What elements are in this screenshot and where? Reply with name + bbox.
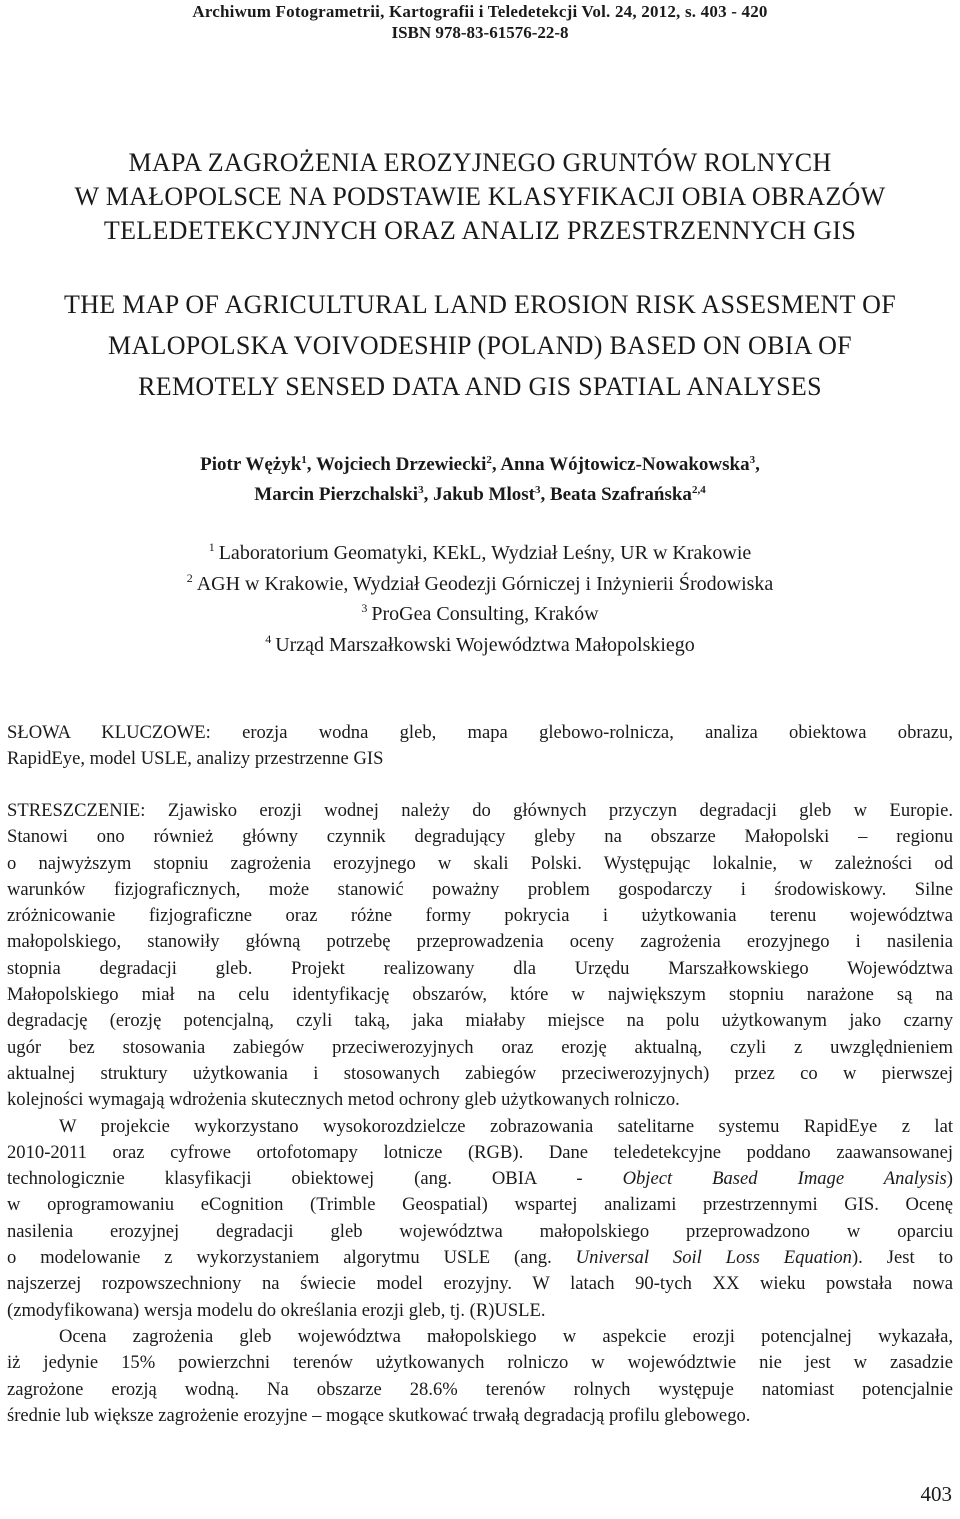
keywords-label: SŁOWA KLUCZOWE: xyxy=(7,722,211,743)
italic-term: Universal Soil Loss Equation xyxy=(575,1247,852,1269)
author-name: Anna Wójtowicz-Nowakowska xyxy=(500,454,750,475)
author-name: Piotr Wężyk xyxy=(200,454,302,475)
italic-term: Object Based Image Analysis xyxy=(622,1168,947,1190)
author-affiliation-ref: 3 xyxy=(534,484,541,496)
abstract-line: 2010-2011 oraz cyfrowe ortofotomapy lotnicze (RGB). Dane teledetekcyjne poddano zaawansowanej xyxy=(7,1141,953,1163)
affiliation-list xyxy=(0,538,960,660)
abstract-line: Stanowi ono również główny czynnik degradujący gleby na obszarze Małopolski – regionu xyxy=(7,826,953,848)
abstract-section xyxy=(7,798,953,1429)
abstract-line: o najwyższym stopniu zagrożenia erozyjnego w skali Polski. Występując lokalnie, w zależności od xyxy=(7,852,953,874)
title-en-line: THE MAP OF AGRICULTURAL LAND EROSION RISK ASSESMENT OF xyxy=(64,290,896,319)
abstract-line: (zmodyfikowana) wersja modelu do określania erozji gleb, tj. (R)USLE. xyxy=(7,1299,546,1321)
abstract-line: aktualnej struktury użytkowania i stosowanych zabiegów przeciwerozyjnych) przez co w pierwszej xyxy=(7,1062,953,1084)
author-affiliation-ref: 1 xyxy=(301,454,307,466)
affiliation-text: Urząd Marszałkowski Województwa Małopolskiego xyxy=(275,633,695,656)
abstract-line: Ocena zagrożenia gleb województwa małopolskiego w aspekcie erozji potencjalnej wykazała, xyxy=(59,1325,953,1347)
author-affiliation-ref: 3 xyxy=(749,454,756,466)
author-name: Beata Szafrańska xyxy=(549,484,692,505)
abstract-line: technologicznie klasyfikacji obiektowej (ang. OBIA - Object Based Image Analysis) xyxy=(7,1168,953,1190)
affiliation-text: AGH w Krakowie, Wydział Geodezji Górniczej i Inżynierii Środowiska xyxy=(196,572,774,595)
author-name: Wojciech Drzewiecki xyxy=(315,454,487,475)
author-name: Jakub Mlost xyxy=(433,484,535,505)
title-en-line: REMOTELY SENSED DATA AND GIS SPATIAL ANALYSES xyxy=(138,372,822,401)
affiliation-number: 2 xyxy=(186,570,193,585)
author-affiliation-ref: 3 xyxy=(418,484,424,496)
affiliation xyxy=(0,538,960,569)
author-list: Piotr Wężyk$^1$, Wojciech Drzewiecki$^2$, Anna Wójtowicz-Nowakowska$^3$, Marcin Pierzchalski$^3$, Jakub Mlost$^3$, Beata Szafrańska$^{2,4}$ xyxy=(200,454,760,505)
author-affiliation-ref: 2 xyxy=(486,454,492,466)
keywords-text: RapidEye, model USLE, analizy przestrzenne GIS xyxy=(7,748,384,770)
title-pl-line: MAPA ZAGROŻENIA EROZYJNEGO GRUNTÓW ROLNYCH xyxy=(128,148,832,177)
abstract-line: w oprogramowaniu eCognition (Trimble Geospatial) wspartej analizami przestrzennymi GIS. Ocenę xyxy=(7,1194,953,1216)
abstract-line: Małopolskiego miał na celu identyfikację obszarów, które w największym stopniu narażone są na xyxy=(7,984,953,1006)
abstract-line: iż jedynie 15% powierzchni terenów użytkowanych rolniczo w województwie nie jest w zasadzie xyxy=(7,1352,953,1374)
affiliation-number: 4 xyxy=(265,631,272,646)
abstract-line: ugór bez stosowania zabiegów przeciwerozyjnych oraz erozję aktualną, czyli z uwzględnieniem xyxy=(7,1036,953,1058)
abstract-line: zróżnicowanie fizjograficzne oraz różne formy pokrycia i użytkowania terenu województwa xyxy=(7,905,953,927)
journal-citation: Archiwum Fotogrametrii, Kartografii i Teledetekcji Vol. 24, 2012, s. 403 - 420 xyxy=(192,2,768,21)
keywords-text: erozja wodna gleb, mapa glebowo-rolnicza, analiza obiektowa obrazu, xyxy=(242,722,954,743)
abstract-label: STRESZCZENIE: xyxy=(7,800,146,821)
affiliation-number: 1 xyxy=(208,540,215,554)
title-en-line: MALOPOLSKA VOIVODESHIP (POLAND) BASED ON OBIA OF xyxy=(108,331,852,360)
affiliation-number: 3 xyxy=(361,601,368,615)
title-pl-line: TELEDETEKCYJNYCH ORAZ ANALIZ PRZESTRZENNYCH GIS xyxy=(103,216,857,245)
title-pl-line: W MAŁOPOLSCE NA PODSTAWIE KLASYFIKACJI OBIA OBRAZÓW xyxy=(74,182,886,211)
abstract-line: zagrożone erozją wodną. Na obszarze 28.6% terenów rolnych występuje natomiast potencjalnie xyxy=(7,1378,953,1400)
abstract-line: nasilenia erozyjnej degradacji gleb województwa małopolskiego przeprowadzono w oparciu xyxy=(7,1220,953,1242)
abstract-line: o modelowanie z wykorzystaniem algorytmu USLE (ang. Universal Soil Loss Equation). Jest to xyxy=(7,1247,954,1269)
affiliation-text: Laboratorium Geomatyki, KEkL, Wydział Leśny, UR w Krakowie xyxy=(218,542,752,564)
abstract-line: stopnia degradacji gleb. Projekt realizowany dla Urzędu Marszałkowskiego Województwa xyxy=(7,957,953,979)
abstract-line: W projekcie wykorzystano wysokorozdzielcze zobrazowania satelitarne systemu RapidEye z lat xyxy=(59,1115,953,1137)
abstract-line: najszerzej rozpowszechniony na świecie model erozyjny. W latach 90-tych XX wieku powstała nowa xyxy=(7,1273,953,1295)
abstract-line: małopolskiego, stanowiły główną potrzebę przeprowadzenia oceny zagrożenia erozyjnego i nasilenia xyxy=(7,931,953,953)
author-affiliation-ref: 2,4 xyxy=(691,484,706,496)
affiliation xyxy=(0,569,960,600)
abstract-line: średnie lub większe zagrożenie erozyjne – mogące skutkować trwałą degradacją profilu glebowego. xyxy=(7,1404,751,1426)
abstract-line: Zjawisko erozji wodnej należy do głównych przyczyn degradacji gleb w Europie. xyxy=(167,800,954,821)
affiliation xyxy=(0,599,960,630)
abstract-line: kolejności wymagają wdrożenia skutecznych metod ochrony gleb użytkowanych rolniczo. xyxy=(7,1089,680,1111)
title-polish xyxy=(0,146,960,248)
title-english xyxy=(0,284,960,407)
abstract-line: warunków fizjograficznych, może stanowić poważny problem gospodarczy i środowiskowy. Silne xyxy=(7,878,953,900)
affiliation-text: ProGea Consulting, Kraków xyxy=(371,603,599,625)
author-name: Marcin Pierzchalski xyxy=(254,484,419,505)
isbn: ISBN 978-83-61576-22-8 xyxy=(391,23,569,42)
keywords-section xyxy=(7,720,953,773)
abstract-line: degradację (erozję potencjalną, czyli taką, jaka miałaby miejsce na polu użytkowanym jako czarny xyxy=(7,1010,953,1032)
page-number: 403 xyxy=(920,1482,952,1506)
affiliation xyxy=(0,630,960,661)
